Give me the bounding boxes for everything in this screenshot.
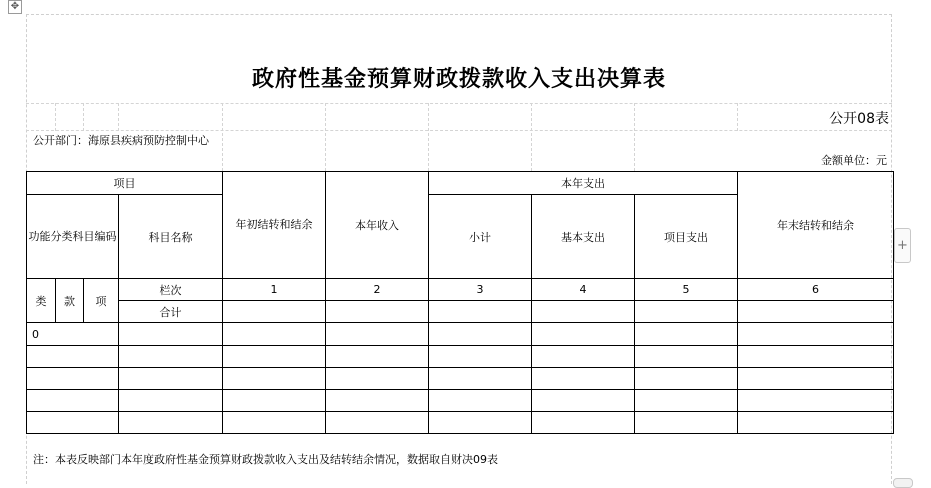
table-cell[interactable] (326, 368, 429, 390)
table-move-icon[interactable]: ✥ (8, 0, 22, 14)
table-cell[interactable] (429, 323, 532, 346)
header-project: 项目 (27, 172, 223, 195)
header-expense: 本年支出 (429, 172, 738, 195)
table-cell[interactable] (532, 412, 635, 434)
table-cell[interactable] (223, 346, 326, 368)
column-number: 3 (429, 279, 532, 301)
header-subtotal: 小计 (429, 195, 532, 279)
page-title: 政府性基金预算财政拨款收入支出决算表 (251, 66, 666, 92)
guide-line (83, 103, 84, 131)
table-cell[interactable] (223, 323, 326, 346)
resize-handle[interactable] (893, 478, 913, 488)
column-number: 1 (223, 279, 326, 301)
table-cell[interactable] (223, 301, 326, 323)
table-row (27, 323, 894, 346)
column-number: 4 (532, 279, 635, 301)
header-xiang: 项 (84, 279, 119, 323)
header-func-code: 功能分类科目编码 (27, 195, 119, 279)
table-cell[interactable] (429, 346, 532, 368)
table-cell[interactable] (532, 368, 635, 390)
row-code[interactable] (27, 368, 119, 390)
row-code[interactable] (27, 412, 119, 434)
department-label: 公开部门：海原县疾病预防控制中心 (33, 134, 209, 147)
table-cell[interactable] (738, 412, 894, 434)
header-begin-balance: 年初结转和结余 (223, 172, 326, 279)
table-cell[interactable] (738, 346, 894, 368)
guide-row (26, 103, 892, 131)
guide-line (531, 103, 532, 171)
footnote: 注：本表反映部门本年度政府性基金预算财政拨款收入支出及结转结余情况，数据取自财决09表 (33, 453, 498, 466)
table-cell[interactable] (223, 412, 326, 434)
header-project-expense: 项目支出 (635, 195, 738, 279)
header-end-balance: 年末结转和结余 (738, 172, 894, 279)
guide-line (325, 103, 326, 171)
table-cell[interactable] (326, 390, 429, 412)
add-column-icon[interactable]: + (894, 228, 911, 263)
header-basic-expense: 基本支出 (532, 195, 635, 279)
final-accounts-table (26, 171, 894, 434)
header-kuan: 款 (56, 279, 84, 323)
form-number: 公开08表 (829, 111, 889, 127)
table-row (27, 368, 894, 390)
table-cell[interactable] (532, 323, 635, 346)
table-cell[interactable] (635, 390, 738, 412)
table-cell[interactable] (326, 301, 429, 323)
header-lei: 类 (27, 279, 56, 323)
guide-line (737, 103, 738, 131)
table-cell[interactable] (326, 346, 429, 368)
table-row (27, 390, 894, 412)
table-cell[interactable] (119, 368, 223, 390)
table-cell[interactable] (532, 346, 635, 368)
table-cell[interactable] (119, 412, 223, 434)
table-cell[interactable] (532, 301, 635, 323)
table-row (27, 412, 894, 434)
table-cell[interactable] (429, 301, 532, 323)
guide-line (55, 103, 56, 131)
row-code[interactable] (27, 390, 119, 412)
table-cell[interactable] (738, 390, 894, 412)
total-label: 合计 (119, 301, 223, 323)
header-subject-name: 科目名称 (119, 195, 223, 279)
table-cell[interactable] (738, 301, 894, 323)
table-cell[interactable] (429, 390, 532, 412)
table-cell[interactable] (326, 323, 429, 346)
table-cell[interactable] (635, 412, 738, 434)
table-cell[interactable] (738, 323, 894, 346)
table-cell[interactable] (119, 390, 223, 412)
column-index-label: 栏次 (119, 279, 223, 301)
row-code[interactable]: 0 (27, 323, 119, 346)
table-cell[interactable] (223, 390, 326, 412)
table-cell[interactable] (223, 368, 326, 390)
table-cell[interactable] (635, 301, 738, 323)
table-row (27, 346, 894, 368)
guide-line (118, 103, 119, 131)
table-cell[interactable] (635, 368, 738, 390)
column-number: 2 (326, 279, 429, 301)
column-number: 6 (738, 279, 894, 301)
table-cell[interactable] (429, 412, 532, 434)
amount-unit-label: 金额单位：元 (821, 154, 887, 167)
guide-line (634, 103, 635, 171)
row-code[interactable] (27, 346, 119, 368)
column-number: 5 (635, 279, 738, 301)
table-cell[interactable] (326, 412, 429, 434)
table-cell[interactable] (119, 346, 223, 368)
header-income: 本年收入 (326, 172, 429, 279)
table-cell[interactable] (429, 368, 532, 390)
table-cell[interactable] (119, 323, 223, 346)
table-cell[interactable] (532, 390, 635, 412)
table-cell[interactable] (738, 368, 894, 390)
guide-line (428, 103, 429, 171)
table-cell[interactable] (635, 346, 738, 368)
table-cell[interactable] (635, 323, 738, 346)
guide-line (222, 103, 223, 171)
